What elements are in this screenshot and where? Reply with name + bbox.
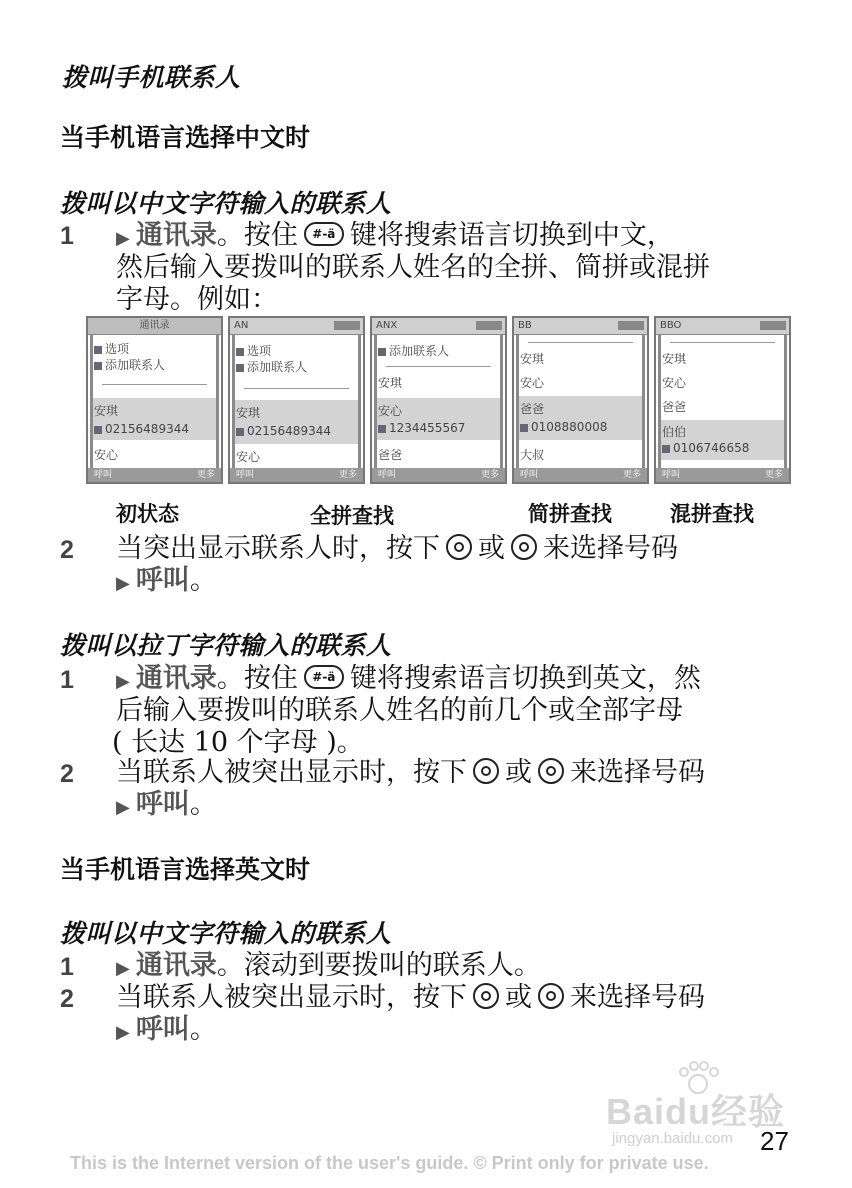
list-item-number: 0108880008 — [520, 420, 607, 434]
caption-abbr-pinyin: 简拼查找 — [528, 502, 612, 526]
page-title: 拨叫手机联系人 — [62, 63, 241, 92]
step-text-part: 来选择号码 — [543, 533, 678, 564]
page-number: 27 — [760, 1126, 789, 1156]
step-text-part: 。按住 — [216, 663, 298, 694]
list-item: 安琪 — [236, 406, 261, 420]
step-text-part: 。 — [189, 789, 217, 820]
screen-search-bar: ANX — [372, 318, 505, 335]
step-text-part: 当联系人被突出显示时，按下 — [116, 757, 467, 788]
softkey-bar: 呼叫 更多 — [88, 468, 221, 482]
step-text-part: 。按住 — [216, 220, 298, 251]
arrow-right-icon: ▶ — [116, 958, 130, 979]
step-number: 2 — [60, 985, 74, 1013]
section-heading-chinese: 当手机语言选择中文时 — [60, 123, 311, 152]
arrow-right-icon: ▶ — [116, 797, 130, 818]
list-item-number: 1234455567 — [378, 421, 465, 435]
screen-title-bar: 通讯录 — [88, 318, 221, 335]
nav-link-call[interactable]: 呼叫 — [135, 789, 190, 820]
divider — [386, 366, 491, 367]
select-key-icon — [538, 983, 564, 1009]
list-item: 安琪 — [378, 376, 403, 390]
list-item: 爸爸 — [378, 448, 403, 462]
step-text-part: 来选择号码 — [570, 757, 705, 788]
step-text — [116, 757, 705, 789]
list-item: 安心 — [662, 376, 687, 390]
phone-screen-mixed-pinyin — [654, 316, 791, 484]
list-item-number: 0106746658 — [662, 441, 749, 455]
list-item: 选项 — [236, 342, 271, 359]
navigation-key-icon — [473, 758, 499, 784]
list-item: 添加联系人 — [236, 358, 307, 375]
arrow-right-icon: ▶ — [116, 671, 130, 692]
footer-notice: This is the Internet version of the user's guide. © Print only for private use. — [70, 1153, 709, 1173]
caption-initial: 初状态 — [116, 502, 179, 526]
divider — [528, 342, 633, 343]
divider — [670, 342, 775, 343]
step-text — [116, 950, 541, 985]
step-number: 1 — [60, 222, 74, 250]
watermark-url: jingyan.baidu.com — [612, 1130, 733, 1147]
step-text — [116, 533, 678, 565]
list-item: 添加联系人 — [94, 356, 165, 373]
list-item: 安琪 — [94, 404, 119, 418]
nav-link-call[interactable]: 呼叫 — [135, 565, 190, 596]
arrow-right-icon: ▶ — [116, 573, 130, 594]
step-text-line: ( 长达 10 个字母 )。 — [112, 727, 364, 758]
nav-link-contacts[interactable]: 通讯录 — [135, 663, 217, 694]
softkey-bar: 呼叫 更多 — [230, 468, 363, 482]
subheading-chinese-input: 拨叫以中文字符输入的联系人 — [60, 189, 392, 218]
step-text-part: 或 — [505, 982, 532, 1013]
nav-link-call[interactable]: 呼叫 — [135, 1014, 190, 1045]
subheading-latin-input: 拨叫以拉丁字符输入的联系人 — [60, 631, 392, 660]
divider — [244, 388, 349, 389]
step-text-line — [116, 1014, 217, 1049]
step-number: 1 — [60, 953, 74, 981]
list-item-number: 02156489344 — [94, 422, 189, 436]
list-item: 大叔 — [520, 448, 545, 462]
select-key-icon — [511, 534, 537, 560]
step-text-line — [116, 789, 217, 824]
softkey-bar: 呼叫 更多 — [514, 468, 647, 482]
step-text-line: 后输入要拨叫的联系人姓名的前几个或全部字母 — [116, 695, 683, 726]
step-text-line: 然后输入要拨叫的联系人姓名的全拼、简拼或混拼 — [116, 252, 710, 283]
step-text-part: 或 — [478, 533, 505, 564]
caption-mixed-pinyin: 混拼查找 — [670, 502, 754, 526]
arrow-right-icon: ▶ — [116, 1022, 130, 1043]
list-item: 安琪 — [520, 352, 545, 366]
section-heading-english: 当手机语言选择英文时 — [60, 855, 311, 884]
phone-screen-full-pinyin — [228, 316, 365, 484]
baidu-watermark: Baidu经验 — [606, 1091, 786, 1132]
list-item: 添加联系人 — [378, 342, 449, 359]
phone-screen-full-pinyin-2 — [370, 316, 507, 484]
step-text-part: 当突出显示联系人时，按下 — [116, 533, 440, 564]
step-text — [116, 220, 674, 255]
list-item: 安心 — [520, 376, 545, 390]
step-number: 2 — [60, 760, 74, 788]
softkey-bar: 呼叫 更多 — [372, 468, 505, 482]
step-text — [116, 982, 705, 1014]
step-text-line — [116, 565, 217, 600]
divider — [102, 384, 207, 385]
arrow-right-icon: ▶ — [116, 228, 130, 249]
list-item: 安心 — [94, 448, 119, 462]
nav-link-contacts[interactable]: 通讯录 — [135, 220, 217, 251]
nav-link-contacts[interactable]: 通讯录 — [135, 950, 217, 981]
step-text-part: 。滚动到要拨叫的联系人。 — [216, 950, 541, 981]
subheading-chinese-input-2: 拨叫以中文字符输入的联系人 — [60, 919, 392, 948]
screen-search-bar: BBO — [656, 318, 789, 335]
list-item: 伯伯 — [662, 425, 687, 439]
select-key-icon — [538, 758, 564, 784]
list-item: 安琪 — [662, 352, 687, 366]
hash-key-icon: #-ä — [304, 665, 344, 689]
screen-search-bar: BB — [514, 318, 647, 335]
list-item: 安心 — [236, 450, 261, 464]
step-text-part: 当联系人被突出显示时，按下 — [116, 982, 467, 1013]
navigation-key-icon — [446, 534, 472, 560]
hash-key-icon: #-ä — [304, 222, 344, 246]
phone-screen-abbr-pinyin — [512, 316, 649, 484]
list-item: 爸爸 — [662, 400, 687, 414]
list-item: 选项 — [94, 340, 129, 357]
caption-full-pinyin: 全拼查找 — [310, 504, 394, 528]
screen-search-bar: AN — [230, 318, 363, 335]
list-item-number: 02156489344 — [236, 424, 331, 438]
step-text-part: 键将搜索语言切换到英文，然 — [349, 663, 701, 694]
step-number: 1 — [60, 666, 74, 694]
phone-screen-initial — [86, 316, 223, 484]
step-text — [116, 663, 701, 698]
navigation-key-icon — [473, 983, 499, 1009]
step-text-part: 。 — [189, 1014, 217, 1045]
step-text-part: 键将搜索语言切换到中文， — [349, 220, 674, 251]
step-text-part: 或 — [505, 757, 532, 788]
step-text-part: 来选择号码 — [570, 982, 705, 1013]
list-item: 安心 — [378, 404, 403, 418]
list-item: 爸爸 — [520, 402, 545, 416]
step-text-part: 。 — [189, 565, 217, 596]
step-text-line: 字母。例如： — [116, 284, 278, 315]
softkey-bar: 呼叫 更多 — [656, 468, 789, 482]
step-number: 2 — [60, 536, 74, 564]
